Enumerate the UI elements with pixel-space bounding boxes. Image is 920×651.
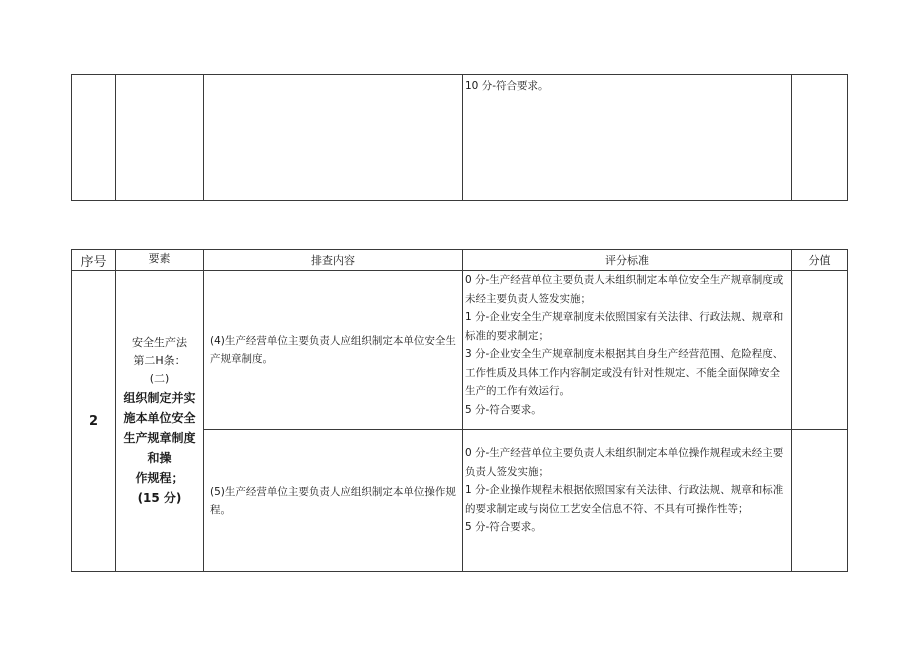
criteria-item: 1 分-企业操作规程未根据依照国家有关法律、行政法规、规章和标准的要求制定或与岗位工艺安全信息不符、不具有可操作性等； [465, 484, 784, 515]
inspection-table [71, 249, 848, 572]
element-line: (二) [149, 372, 170, 385]
criteria-item: 1 分-企业安全生产规章制度未依照国家有关法律、行政法规、规章和标准的要求制定； [465, 311, 784, 342]
element-line: 和操 [147, 451, 172, 465]
check-content-text: (5)生产经营单位主要负责人应组织制定本单位操作规程。 [210, 485, 456, 516]
score-cell [792, 75, 848, 201]
criteria-cell [463, 75, 792, 201]
serial-cell [72, 75, 116, 201]
header-element: 要素 [116, 250, 204, 271]
criteria-list [463, 271, 792, 430]
criteria-item: 0 分-生产经营单位主要负责人未组织制定本单位安全生产规章制度或未经主要负责人签发实施； [465, 274, 784, 305]
element-line: 作规程； [135, 471, 184, 485]
serial-number: 2 [72, 271, 116, 572]
continued-table [71, 74, 848, 201]
element-line: (15 分) [137, 491, 182, 505]
element-description [116, 271, 204, 572]
element-line: 安全生产法 [132, 336, 187, 349]
criteria-item: 5 分-符合要求。 [465, 403, 542, 416]
header-score: 分值 [792, 250, 848, 271]
element-line: 组织制定并实 [123, 391, 196, 405]
criteria-item: 5 分-符合要求。 [465, 521, 542, 533]
check-content-cell [204, 75, 463, 201]
element-line: 第二H条： [133, 354, 186, 367]
continued-row [72, 75, 848, 201]
score-cell [792, 271, 848, 430]
element-line: 生产规章制度 [123, 431, 196, 445]
header-row [72, 250, 848, 271]
header-check-content: 排查内容 [204, 250, 463, 271]
element-cell [116, 75, 204, 201]
element-line: 施本单位安全 [123, 411, 196, 425]
criteria-list [463, 430, 792, 572]
criteria-item: 3 分-企业安全生产规章制度未根据其自身生产经营范围、危险程度、工作性质及具体工作内容制定或没有针对性规定、不能全面保障安全生产的工作有效运行。 [465, 348, 784, 397]
check-content-text: (4)生产经营单位主要负责人应组织制定本单位安全生产规章制度。 [210, 335, 456, 365]
criteria-line: 10 分-符合要求。 [465, 80, 549, 92]
check-content [204, 430, 463, 572]
score-cell [792, 430, 848, 572]
item-row-4 [72, 271, 848, 430]
header-criteria: 评分标准 [463, 250, 792, 271]
header-serial: 序号 [72, 250, 116, 271]
check-content [204, 271, 463, 430]
criteria-item: 0 分-生产经营单位主要负责人未组织制定本单位操作规程或未经主要负责人签发实施； [465, 447, 784, 478]
